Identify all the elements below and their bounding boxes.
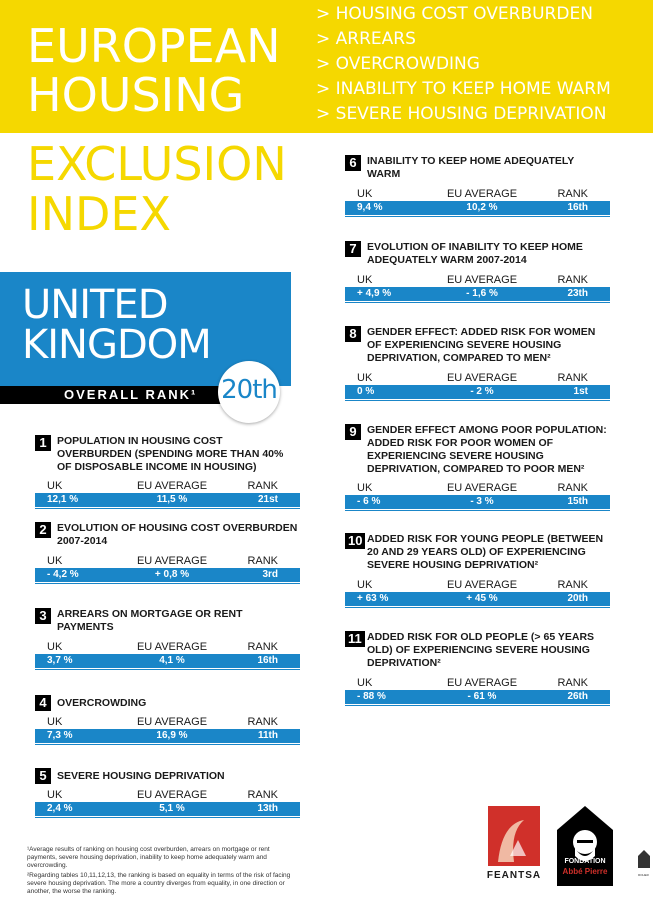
value-rank: 15th — [567, 496, 588, 507]
title-line-1: EUROPEAN — [27, 19, 281, 73]
value-uk: + 63 % — [357, 593, 389, 604]
country-name-line-2: KINGDOM — [22, 322, 211, 368]
table-column-headers — [35, 480, 300, 493]
indicator-item: > SEVERE HOUSING DEPRIVATION — [316, 104, 607, 124]
abbe-pierre-logo — [555, 804, 615, 886]
table-column-headers — [345, 579, 610, 592]
value-uk: 2,4 % — [47, 803, 73, 814]
value-eu: - 61 % — [467, 691, 497, 702]
table-number: 11 — [345, 631, 365, 647]
value-eu: 4,1 % — [159, 655, 185, 666]
table-number: 2 — [35, 522, 51, 538]
col-rank: RANK — [247, 480, 278, 492]
table-row — [35, 802, 300, 816]
value-uk: - 6 % — [357, 496, 381, 507]
col-rank: RANK — [557, 579, 588, 591]
col-uk: UK — [357, 188, 373, 200]
table-column-headers — [345, 274, 610, 287]
table-column-headers — [345, 188, 610, 201]
value-rank: 20th — [567, 593, 588, 604]
table-number: 3 — [35, 608, 51, 624]
table-number: 4 — [35, 695, 51, 711]
col-uk: UK — [357, 274, 373, 286]
value-eu: + 45 % — [466, 593, 498, 604]
title-line-3: EXCLUSION — [27, 137, 287, 191]
col-eu: EU AVERAGE — [446, 188, 518, 200]
col-rank: RANK — [557, 188, 588, 200]
table-column-headers — [35, 641, 300, 654]
col-eu: EU AVERAGE — [446, 677, 518, 689]
indicator-table-11 — [345, 631, 610, 704]
indicator-table-9 — [345, 424, 610, 509]
value-rank: 13th — [257, 803, 278, 814]
table-row — [35, 654, 300, 668]
indicator-table-7 — [345, 241, 610, 301]
col-uk: UK — [47, 641, 63, 653]
value-eu: 16,9 % — [156, 730, 188, 741]
table-number: 10 — [345, 533, 365, 549]
country-name-line-1: UNITED — [22, 282, 168, 328]
value-uk: - 88 % — [357, 691, 386, 702]
col-rank: RANK — [557, 372, 588, 384]
value-uk: 7,3 % — [47, 730, 73, 741]
feantsa-logo — [484, 806, 544, 886]
indicator-item: > OVERCROWDING — [316, 54, 480, 74]
indicator-item: > HOUSING COST OVERBURDEN — [316, 4, 593, 24]
overall-rank-bar — [0, 386, 232, 404]
col-rank: RANK — [247, 789, 278, 801]
col-eu: EU AVERAGE — [446, 372, 518, 384]
footnote-1: ¹Average results of ranking on housing cost overburden, arrears on mortgage or rent payments, severe housing deprivation, inability to keep home adequately warm and overcrowding. — [27, 846, 270, 869]
abbe-pierre-label-2: Abbé Pierre — [562, 867, 608, 876]
value-eu: 11,5 % — [156, 494, 188, 505]
partner-logo — [638, 850, 650, 880]
value-eu: 10,2 % — [466, 202, 498, 213]
table-number: 7 — [345, 241, 361, 257]
col-uk: UK — [357, 372, 373, 384]
table-title: POPULATION IN HOUSING COST OVERBURDEN (SPENDING MORE THAN 40% OF DISPOSABLE INCOME IN HOUSING) — [57, 435, 284, 473]
col-eu: EU AVERAGE — [446, 579, 518, 591]
overall-rank-value: 20th — [221, 375, 277, 405]
col-uk: UK — [357, 579, 373, 591]
value-uk: 0 % — [357, 386, 375, 397]
indicator-table-10 — [345, 533, 610, 606]
table-column-headers — [345, 372, 610, 385]
col-uk: UK — [47, 716, 63, 728]
value-rank: 1st — [573, 386, 588, 397]
table-row — [35, 493, 300, 507]
col-eu: EU AVERAGE — [136, 641, 208, 653]
overall-rank-badge — [218, 361, 280, 423]
value-rank: 16th — [567, 202, 588, 213]
table-title: EVOLUTION OF INABILITY TO KEEP HOME ADEQUATELY WARM 2007-2014 — [367, 241, 583, 266]
partner-label: ROHER — [638, 873, 649, 877]
col-eu: EU AVERAGE — [446, 274, 518, 286]
table-number: 6 — [345, 155, 361, 171]
col-rank: RANK — [247, 555, 278, 567]
indicator-table-2 — [35, 522, 300, 582]
value-eu: - 2 % — [470, 386, 494, 397]
table-title: OVERCROWDING — [57, 697, 147, 709]
value-rank: 16th — [257, 655, 278, 666]
table-row — [35, 729, 300, 743]
indicator-table-8 — [345, 326, 610, 399]
value-eu: 5,1 % — [159, 803, 185, 814]
title-line-2: HOUSING — [27, 68, 245, 122]
table-number: 9 — [345, 424, 361, 440]
col-rank: RANK — [247, 716, 278, 728]
col-uk: UK — [47, 480, 63, 492]
indicator-table-5 — [35, 768, 300, 816]
indicator-table-4 — [35, 695, 300, 743]
table-title: GENDER EFFECT AMONG POOR POPULATION: ADDED RISK FOR POOR WOMEN OF EXPERIENCING SEVERE HOUSING DEPRIVATION, COMPARED TO POOR MEN² — [367, 424, 607, 475]
col-rank: RANK — [557, 274, 588, 286]
indicator-table-6 — [345, 155, 610, 215]
table-row — [345, 385, 610, 399]
footnote-2: ²Regarding tables 10,11,12,13, the ranking is based on equality in terms of the risk of facing severe housing deprivation. The more a country diverges from equality, in one direction or another, the worse the ranking. — [27, 872, 291, 895]
partner-emblem-icon — [638, 850, 650, 868]
table-title: EVOLUTION OF HOUSING COST OVERBURDEN 2007-2014 — [57, 522, 298, 547]
col-rank: RANK — [557, 677, 588, 689]
table-row — [345, 690, 610, 704]
col-eu: EU AVERAGE — [136, 555, 208, 567]
table-number: 8 — [345, 326, 361, 342]
value-eu: + 0,8 % — [154, 569, 190, 580]
value-rank: 11th — [257, 730, 278, 741]
table-column-headers — [35, 555, 300, 568]
table-title: ADDED RISK FOR YOUNG PEOPLE (BETWEEN 20 AND 29 YEARS OLD) OF EXPERIENCING SEVERE HOUSING DEPRIVATION² — [367, 533, 604, 571]
value-rank: 21st — [257, 494, 278, 505]
table-title: SEVERE HOUSING DEPRIVATION — [57, 770, 225, 782]
col-uk: UK — [357, 677, 373, 689]
value-uk: 9,4 % — [357, 202, 383, 213]
table-number: 1 — [35, 435, 51, 451]
title-line-4: INDEX — [27, 187, 171, 241]
value-eu: - 1,6 % — [466, 288, 498, 299]
indicators-list — [316, 2, 651, 127]
value-uk: 12,1 % — [47, 494, 79, 505]
table-row — [345, 495, 610, 509]
table-row — [35, 568, 300, 582]
value-uk: - 4,2 % — [47, 569, 79, 580]
value-uk: + 4,9 % — [357, 288, 392, 299]
col-eu: EU AVERAGE — [136, 716, 208, 728]
table-title: ADDED RISK FOR OLD PEOPLE (> 65 YEARS OLD) OF EXPERIENCING SEVERE HOUSING DEPRIVATION² — [367, 631, 595, 669]
col-eu: EU AVERAGE — [136, 480, 208, 492]
table-column-headers — [345, 677, 610, 690]
value-rank: 26th — [567, 691, 588, 702]
value-rank: 3rd — [262, 569, 278, 580]
table-row — [345, 201, 610, 215]
table-number: 5 — [35, 768, 51, 784]
indicator-table-3 — [35, 608, 300, 668]
col-uk: UK — [357, 482, 373, 494]
table-row — [345, 287, 610, 301]
table-column-headers — [345, 482, 610, 495]
value-eu: - 3 % — [470, 496, 494, 507]
value-uk: 3,7 % — [47, 655, 73, 666]
feantsa-label: FEANTSA — [486, 870, 542, 881]
col-rank: RANK — [247, 641, 278, 653]
indicator-item: > ARREARS — [316, 29, 416, 49]
overall-rank-label: OVERALL RANK¹ — [64, 387, 198, 402]
table-title: INABILITY TO KEEP HOME ADEQUATELY WARM — [367, 155, 575, 180]
abbe-pierre-label-1: FONDATION — [564, 858, 606, 865]
indicator-table-1 — [35, 435, 300, 507]
table-column-headers — [35, 716, 300, 729]
table-title: GENDER EFFECT: ADDED RISK FOR WOMEN OF EXPERIENCING SEVERE HOUSING DEPRIVATION, COMPARED TO MEN² — [367, 326, 596, 364]
table-column-headers — [35, 789, 300, 802]
col-eu: EU AVERAGE — [136, 789, 208, 801]
table-row — [345, 592, 610, 606]
value-rank: 23th — [567, 288, 588, 299]
col-uk: UK — [47, 555, 63, 567]
table-title: ARREARS ON MORTGAGE OR RENT PAYMENTS — [57, 608, 243, 633]
indicator-item: > INABILITY TO KEEP HOME WARM — [316, 79, 611, 99]
col-rank: RANK — [557, 482, 588, 494]
col-uk: UK — [47, 789, 63, 801]
col-eu: EU AVERAGE — [446, 482, 518, 494]
